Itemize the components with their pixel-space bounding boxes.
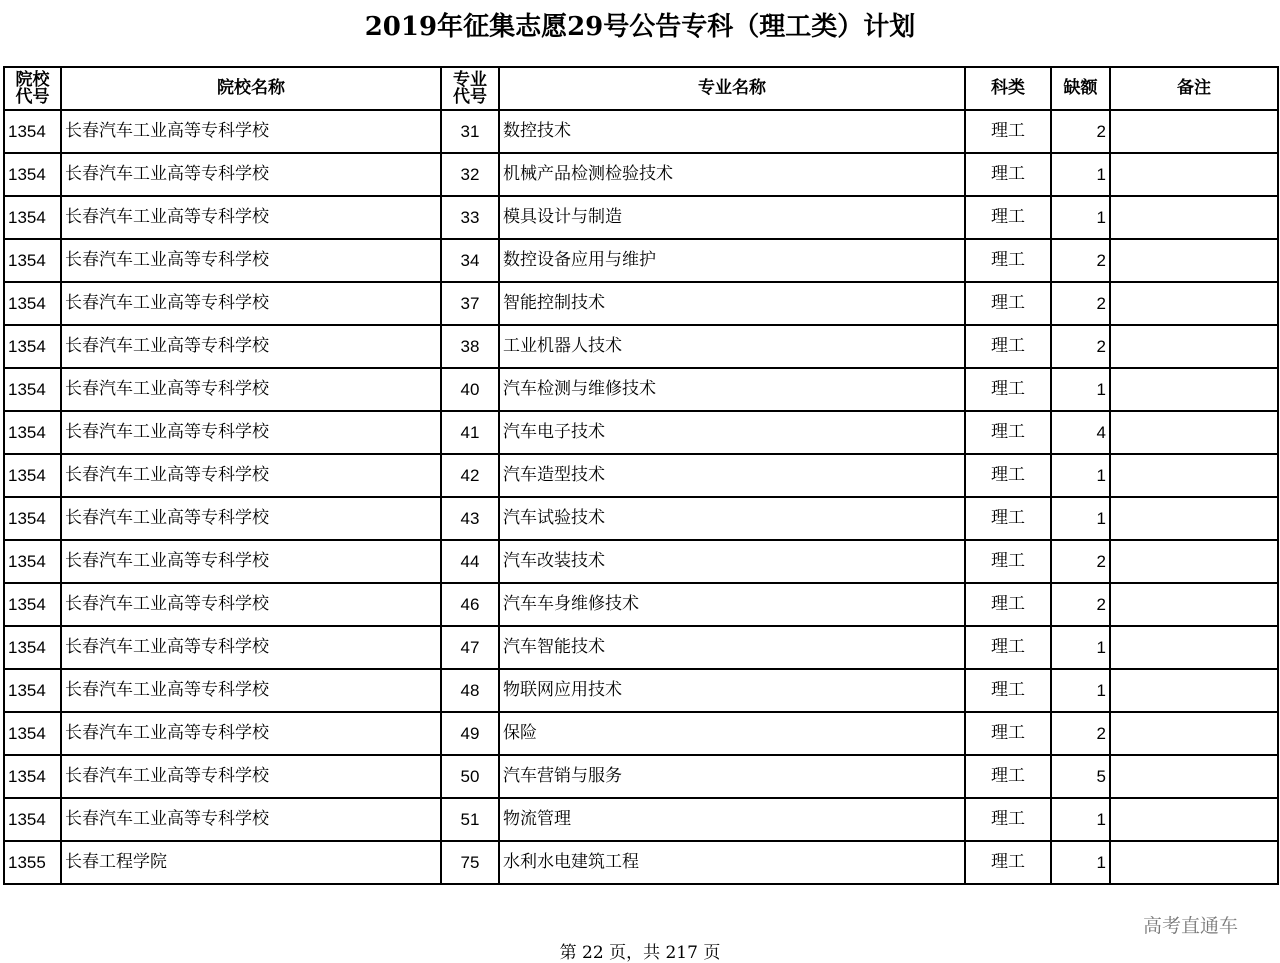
cell-major-name: 智能控制技术	[499, 282, 965, 325]
table-row	[4, 325, 1278, 368]
cell-school-name: 长春汽车工业高等专科学校	[61, 325, 441, 368]
header-school-name: 院校名称	[61, 67, 441, 110]
cell-category: 理工	[965, 282, 1051, 325]
cell-vacancies: 1	[1051, 153, 1110, 196]
cell-remarks	[1110, 583, 1278, 626]
cell-vacancies: 5	[1051, 755, 1110, 798]
cell-vacancies: 1	[1051, 626, 1110, 669]
cell-school-code: 1354	[4, 196, 61, 239]
cell-school-name: 长春汽车工业高等专科学校	[61, 626, 441, 669]
cell-category: 理工	[965, 239, 1051, 282]
cell-major-code: 31	[441, 110, 499, 153]
cell-category: 理工	[965, 583, 1051, 626]
table-row	[4, 196, 1278, 239]
cell-school-code: 1354	[4, 626, 61, 669]
cell-remarks	[1110, 626, 1278, 669]
cell-school-code: 1354	[4, 712, 61, 755]
table-row	[4, 411, 1278, 454]
cell-vacancies: 2	[1051, 583, 1110, 626]
cell-vacancies: 1	[1051, 497, 1110, 540]
cell-school-code: 1354	[4, 282, 61, 325]
cell-school-name: 长春工程学院	[61, 841, 441, 884]
cell-school-name: 长春汽车工业高等专科学校	[61, 368, 441, 411]
cell-vacancies: 2	[1051, 110, 1110, 153]
cell-major-name: 汽车车身维修技术	[499, 583, 965, 626]
cell-category: 理工	[965, 540, 1051, 583]
cell-vacancies: 1	[1051, 798, 1110, 841]
cell-major-name: 汽车检测与维修技术	[499, 368, 965, 411]
cell-major-code: 51	[441, 798, 499, 841]
cell-major-name: 汽车电子技术	[499, 411, 965, 454]
cell-major-name: 保险	[499, 712, 965, 755]
cell-major-code: 44	[441, 540, 499, 583]
cell-school-name: 长春汽车工业高等专科学校	[61, 798, 441, 841]
table-row	[4, 153, 1278, 196]
cell-major-code: 49	[441, 712, 499, 755]
cell-major-code: 32	[441, 153, 499, 196]
cell-category: 理工	[965, 626, 1051, 669]
header-school-code	[4, 67, 61, 110]
table-row	[4, 669, 1278, 712]
cell-major-name: 数控技术	[499, 110, 965, 153]
cell-school-code: 1355	[4, 841, 61, 884]
cell-school-name: 长春汽车工业高等专科学校	[61, 239, 441, 282]
header-vacancies: 缺额	[1051, 67, 1110, 110]
cell-remarks	[1110, 454, 1278, 497]
cell-vacancies: 2	[1051, 540, 1110, 583]
cell-school-code: 1354	[4, 325, 61, 368]
cell-school-name: 长春汽车工业高等专科学校	[61, 540, 441, 583]
cell-category: 理工	[965, 411, 1051, 454]
table-row	[4, 540, 1278, 583]
header-major-code	[441, 67, 499, 110]
header-remarks: 备注	[1110, 67, 1278, 110]
cell-category: 理工	[965, 153, 1051, 196]
cell-vacancies: 1	[1051, 669, 1110, 712]
cell-remarks	[1110, 497, 1278, 540]
cell-major-code: 33	[441, 196, 499, 239]
cell-remarks	[1110, 669, 1278, 712]
cell-major-code: 38	[441, 325, 499, 368]
table-row	[4, 110, 1278, 153]
cell-major-code: 75	[441, 841, 499, 884]
cell-major-code: 37	[441, 282, 499, 325]
cell-school-code: 1354	[4, 669, 61, 712]
cell-vacancies: 1	[1051, 196, 1110, 239]
cell-category: 理工	[965, 798, 1051, 841]
cell-major-code: 43	[441, 497, 499, 540]
cell-major-code: 42	[441, 454, 499, 497]
cell-vacancies: 1	[1051, 841, 1110, 884]
cell-category: 理工	[965, 755, 1051, 798]
cell-remarks	[1110, 841, 1278, 884]
cell-school-code: 1354	[4, 497, 61, 540]
cell-vacancies: 1	[1051, 454, 1110, 497]
table-row	[4, 282, 1278, 325]
cell-category: 理工	[965, 368, 1051, 411]
cell-major-name: 汽车改装技术	[499, 540, 965, 583]
cell-category: 理工	[965, 325, 1051, 368]
cell-school-code: 1354	[4, 454, 61, 497]
header-major-code-label: 专业代号	[453, 69, 487, 107]
cell-major-name: 数控设备应用与维护	[499, 239, 965, 282]
watermark-text: 高考直通车	[1143, 915, 1239, 937]
cell-school-name: 长春汽车工业高等专科学校	[61, 282, 441, 325]
cell-major-name: 汽车营销与服务	[499, 755, 965, 798]
table-header-row	[4, 67, 1278, 110]
table-row	[4, 497, 1278, 540]
cell-vacancies: 2	[1051, 712, 1110, 755]
cell-category: 理工	[965, 712, 1051, 755]
cell-remarks	[1110, 755, 1278, 798]
cell-school-code: 1354	[4, 110, 61, 153]
cell-major-name: 物流管理	[499, 798, 965, 841]
table-row	[4, 755, 1278, 798]
table-body	[4, 110, 1278, 884]
cell-major-name: 模具设计与制造	[499, 196, 965, 239]
cell-category: 理工	[965, 196, 1051, 239]
cell-major-name: 汽车智能技术	[499, 626, 965, 669]
cell-remarks	[1110, 239, 1278, 282]
cell-school-name: 长春汽车工业高等专科学校	[61, 712, 441, 755]
table-row	[4, 239, 1278, 282]
cell-category: 理工	[965, 841, 1051, 884]
cell-major-code: 48	[441, 669, 499, 712]
cell-major-name: 工业机器人技术	[499, 325, 965, 368]
cell-school-name: 长春汽车工业高等专科学校	[61, 755, 441, 798]
cell-vacancies: 2	[1051, 239, 1110, 282]
cell-major-code: 47	[441, 626, 499, 669]
cell-remarks	[1110, 798, 1278, 841]
header-school-code-label: 院校代号	[15, 69, 50, 107]
page-title: 2019年征集志愿29号公告专科（理工类）计划	[364, 12, 916, 42]
cell-vacancies: 2	[1051, 325, 1110, 368]
cell-major-code: 41	[441, 411, 499, 454]
cell-school-code: 1354	[4, 368, 61, 411]
cell-category: 理工	[965, 454, 1051, 497]
cell-major-name: 机械产品检测检验技术	[499, 153, 965, 196]
cell-school-name: 长春汽车工业高等专科学校	[61, 153, 441, 196]
header-category: 科类	[965, 67, 1051, 110]
cell-remarks	[1110, 282, 1278, 325]
cell-remarks	[1110, 411, 1278, 454]
cell-remarks	[1110, 712, 1278, 755]
cell-remarks	[1110, 325, 1278, 368]
cell-remarks	[1110, 153, 1278, 196]
header-major-name: 专业名称	[499, 67, 965, 110]
cell-school-code: 1354	[4, 583, 61, 626]
table-row	[4, 626, 1278, 669]
table-row	[4, 712, 1278, 755]
cell-category: 理工	[965, 497, 1051, 540]
cell-school-code: 1354	[4, 798, 61, 841]
cell-major-name: 汽车试验技术	[499, 497, 965, 540]
cell-school-name: 长春汽车工业高等专科学校	[61, 497, 441, 540]
cell-vacancies: 4	[1051, 411, 1110, 454]
cell-remarks	[1110, 540, 1278, 583]
cell-school-name: 长春汽车工业高等专科学校	[61, 411, 441, 454]
cell-school-code: 1354	[4, 755, 61, 798]
cell-remarks	[1110, 110, 1278, 153]
cell-school-name: 长春汽车工业高等专科学校	[61, 454, 441, 497]
table-row	[4, 368, 1278, 411]
cell-remarks	[1110, 368, 1278, 411]
table-row	[4, 454, 1278, 497]
cell-major-code: 40	[441, 368, 499, 411]
cell-major-name: 汽车造型技术	[499, 454, 965, 497]
cell-school-code: 1354	[4, 153, 61, 196]
page-footer: 第 22 页，共 217 页	[559, 943, 721, 963]
cell-major-code: 50	[441, 755, 499, 798]
cell-school-name: 长春汽车工业高等专科学校	[61, 110, 441, 153]
cell-school-name: 长春汽车工业高等专科学校	[61, 583, 441, 626]
cell-remarks	[1110, 196, 1278, 239]
cell-school-code: 1354	[4, 540, 61, 583]
plan-table	[3, 66, 1279, 885]
cell-major-code: 34	[441, 239, 499, 282]
cell-school-name: 长春汽车工业高等专科学校	[61, 196, 441, 239]
cell-school-code: 1354	[4, 239, 61, 282]
cell-major-name: 水利水电建筑工程	[499, 841, 965, 884]
table-row	[4, 583, 1278, 626]
cell-category: 理工	[965, 110, 1051, 153]
cell-vacancies: 1	[1051, 368, 1110, 411]
cell-school-name: 长春汽车工业高等专科学校	[61, 669, 441, 712]
cell-major-name: 物联网应用技术	[499, 669, 965, 712]
table-row	[4, 798, 1278, 841]
cell-school-code: 1354	[4, 411, 61, 454]
cell-major-code: 46	[441, 583, 499, 626]
table-row	[4, 841, 1278, 884]
cell-vacancies: 2	[1051, 282, 1110, 325]
cell-category: 理工	[965, 669, 1051, 712]
